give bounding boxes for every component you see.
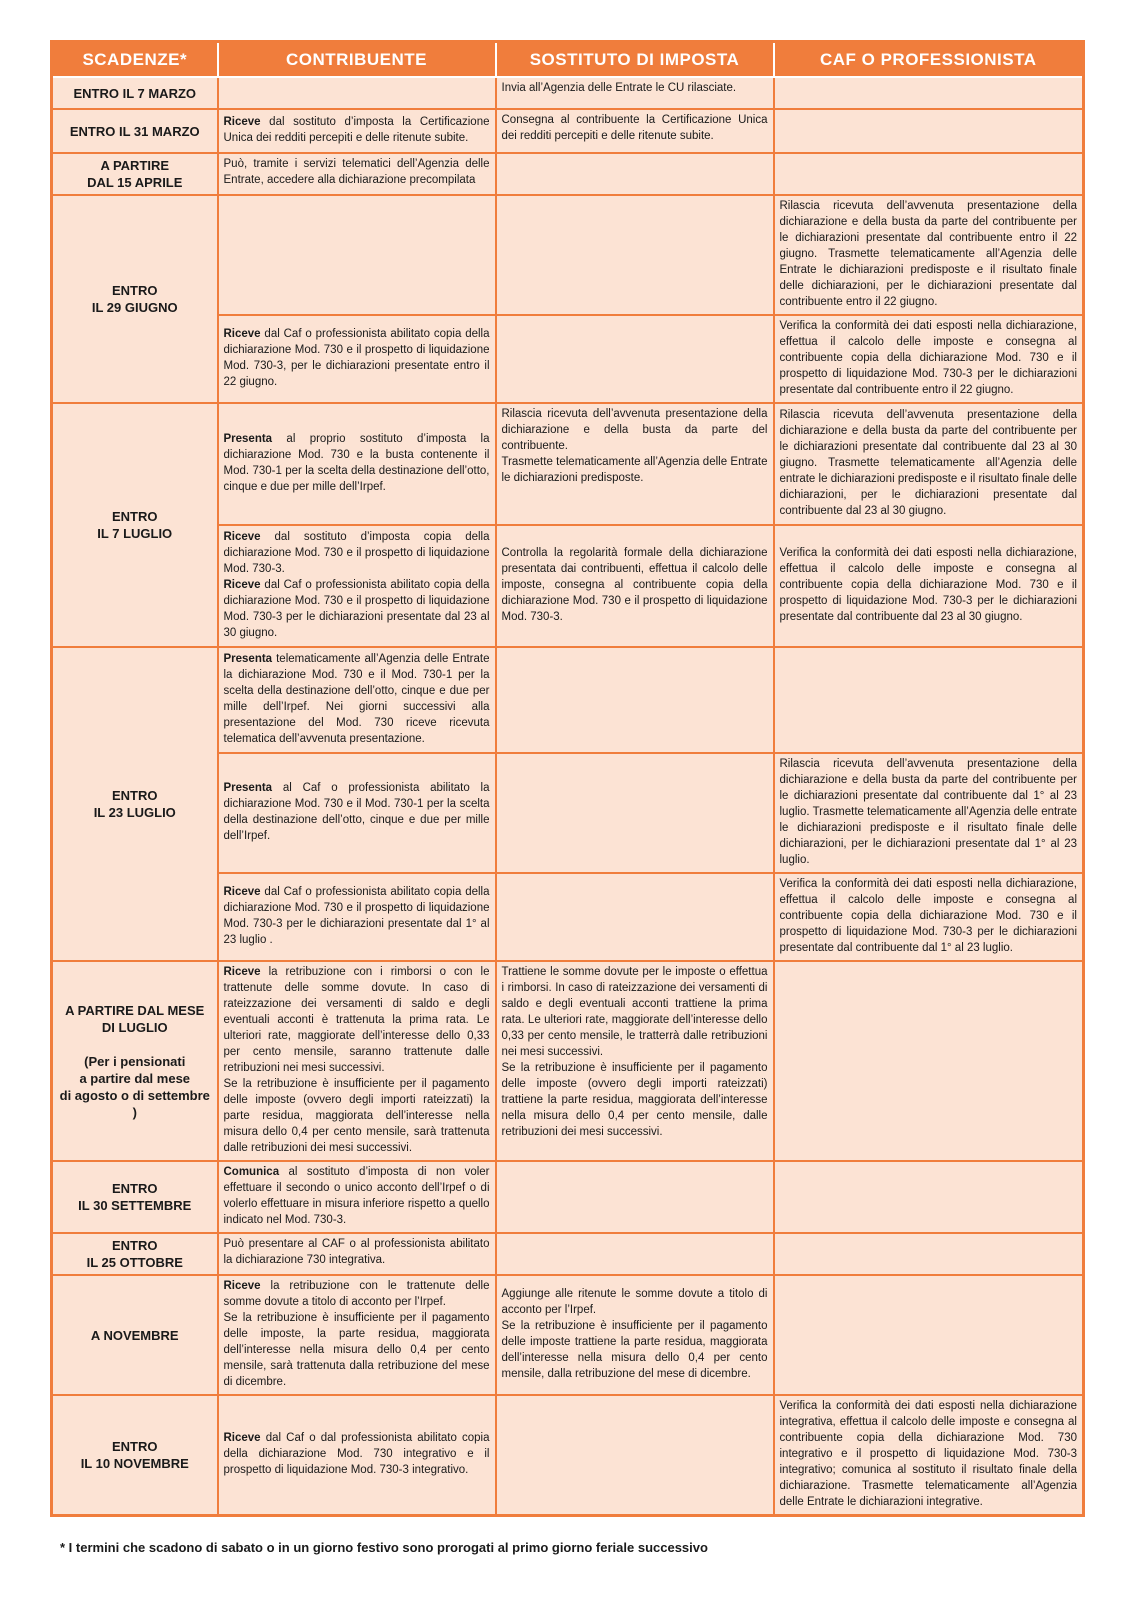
table-row [52,109,1084,153]
contribuente-cell [218,1161,496,1233]
header-caf: CAF O PROFESSIONISTA [774,42,1084,78]
caf-cell: Verifica la conformità dei dati esposti nella dichiarazione, effettua il calcolo delle imposte e consegna al contribuente copia della dichiarazione Mod. 730 e il prospetto di liquidazione Mod. 730-3 per le dichiarazioni presentate dal contribuente dal 1° al 23 luglio. [774,873,1084,961]
sostituto-cell [496,1161,774,1233]
sostituto-cell [496,1275,774,1395]
table-row [52,77,1084,109]
sostituto-cell [496,1395,774,1516]
contribuente-cell [218,1395,496,1516]
table-row [52,1161,1084,1233]
header-sostituto: SOSTITUTO DI IMPOSTA [496,42,774,78]
sostituto-cell: Consegna al contribuente la Certificazione Unica dei redditi percepiti e delle ritenute subite. [496,109,774,153]
deadline-table-container [50,40,1082,1517]
cell-text: al Caf o professionista abilitato la dichiarazione Mod. 730 e il Mod. 730-1 per la scelta della destinazione dell’otto, cinque e due per mille dell’Irpef. [223,782,490,842]
caf-cell [774,109,1084,153]
cell-text: dal Caf o professionista abilitato copia della dichiarazione Mod. 730 e il prospetto di liquidazione Mod. 730-3 per le dichiarazioni presentate dal 1° al 23 luglio . [223,886,490,946]
contribuente-cell [218,315,496,403]
sostituto-cell [496,1233,774,1275]
deadline-cell [52,647,218,961]
action-verb: Riceve [223,966,261,978]
deadline-line: ENTRO [112,509,158,524]
cell-text: dal Caf o professionista abilitato copia della dichiarazione Mod. 730 e il prospetto di liquidazione Mod. 730-3, per le dichiarazioni presentate entro il 22 giugno. [223,328,490,388]
cell-text: Se la retribuzione è insufficiente per il pagamento delle imposte (ovvero degli importi rateizzati) la parte residua, maggiorata dell’interesse nella misura dello 0,4 per cento mensile, sarà trattenuta dalle retribuzioni dei mesi successivi. [223,1078,490,1154]
action-verb: Presenta [223,653,273,665]
deadline-line: ENTRO [112,1181,158,1196]
contribuente-cell [218,403,496,525]
cell-text: telematicamente all’Agenzia delle Entrate la dichiarazione Mod. 730 e il Mod. 730-1 per la scelta della destinazione dell’otto, cinque e due per mille dell’Irpef. Nei giorni successivi alla presentazione del Mod. 730 riceve ricevuta telematica dell’avvenuta presentazione. [223,653,490,745]
deadline-cell [52,195,218,403]
deadline-line: a partire dal mese [79,1070,191,1086]
cell-text: Rilascia ricevuta dell’avvenuta presentazione della dichiarazione e della busta da parte del contribuente. [501,408,768,452]
table-header-row [52,42,1084,78]
cell-text: Se la retribuzione è insufficiente per il pagamento delle imposte trattiene la parte residua, maggiorata dell’interesse nella misura dello 0,4 per cento mensile, dalla retribuzione del mese di dicembre. [501,1320,768,1380]
contribuente-cell [218,525,496,647]
caf-cell [774,153,1084,195]
contribuente-cell [218,77,496,109]
deadline-line: ENTRO [112,788,158,803]
cell-text: la retribuzione con le trattenute delle somme dovute a titolo di acconto per l’Irpef. [223,1280,490,1308]
cell-text: dal sostituto d’imposta copia della dichiarazione Mod. 730 e il prospetto di liquidazione Mod. 730-3. [223,531,490,575]
contribuente-cell [218,873,496,961]
deadline-line: IL 23 LUGLIO [93,805,176,820]
caf-cell [774,1161,1084,1233]
cell-text: dal Caf o professionista abilitato copia della dichiarazione Mod. 730 e il prospetto di liquidazione Mod. 730-3 per le dichiarazioni presentate dal 23 al 30 giugno. [223,579,490,639]
header-contribuente: CONTRIBUENTE [218,42,496,78]
deadline-line: di agosto o di settembre ) [59,1087,210,1120]
deadline-cell [52,1233,218,1275]
table-row [52,1395,1084,1516]
deadline-cell [52,153,218,195]
sostituto-cell [496,753,774,873]
header-scadenze: SCADENZE* [52,42,218,78]
contribuente-cell [218,647,496,753]
deadline-line: (Per i pensionati [84,1053,186,1069]
cell-text: dal Caf o dal professionista abilitato copia della dichiarazione Mod. 730 integrativo e il prospetto di liquidazione Mod. 730-3 integrativo. [223,1432,490,1476]
sostituto-cell: Invia all’Agenzia delle Entrate le CU rilasciate. [496,77,774,109]
caf-cell: Verifica la conformità dei dati esposti nella dichiarazione, effettua il calcolo delle imposte e consegna al contribuente copia della dichiarazione Mod. 730 e il prospetto di liquidazione Mod. 730-3 per le dichiarazioni presentate dal contribuente dal 23 al 30 giugno. [774,525,1084,647]
deadline-line: A PARTIRE DAL MESE [65,1002,205,1018]
table-row [52,195,1084,315]
deadline-cell: ENTRO IL 31 MARZO [52,109,218,153]
deadline-cell [52,1161,218,1233]
contribuente-cell: Può presentare al CAF o al professionista abilitato la dichiarazione 730 integrativa. [218,1233,496,1275]
sostituto-cell [496,315,774,403]
action-verb: Riceve [223,531,261,543]
cell-text: Trattiene le somme dovute per le imposte o effettua i rimborsi. In caso di rateizzazione dei versamenti di saldo e degli eventuali acconti trattiene la prima rata. Le ulteriori rate, maggiorate dell’interesse dello 0,33 per cento mensile, le tratterrà dalle retribuzioni nei mesi successivi. [501,966,768,1058]
table-row [52,1275,1084,1395]
caf-cell: Verifica la conformità dei dati esposti nella dichiarazione integrativa, effettua il calcolo delle imposte e consegna al contribuente copia della dichiarazione Mod. 730 integrativo e il prospetto di liquidazione Mod. 730-3 integrativo; comunica al sostituto il risultato finale della dichiarazione. Trasmette telematicamente all’Agenzia delle Entrate le dichiarazioni integrative. [774,1395,1084,1516]
contribuente-cell [218,109,496,153]
caf-cell [774,1275,1084,1395]
sostituto-cell [496,647,774,753]
deadline-line: DI LUGLIO [101,1019,168,1035]
table-row [52,403,1084,525]
deadline-line: ENTRO [112,283,158,298]
deadline-line: IL 10 NOVEMBRE [80,1456,189,1471]
deadline-line: IL 25 OTTOBRE [86,1255,183,1270]
deadline-line: IL 30 SETTEMBRE [78,1198,192,1213]
deadline-table [50,40,1085,1517]
caf-cell: Rilascia ricevuta dell’avvenuta presentazione della dichiarazione e della busta da parte del contribuente per le dichiarazioni presentate dal contribuente dal 23 al 30 giugno. Trasmette telematicamente all’Agenzia delle entrate le dichiarazioni predisposte e il risultato finale delle dichiarazioni, per le dichiarazioni presentate dal contribuente dal 23 al 30 giugno. [774,403,1084,525]
contribuente-cell [218,195,496,315]
contribuente-cell [218,753,496,873]
sostituto-cell [496,195,774,315]
deadline-cell [52,403,218,647]
sostituto-cell: Controlla la regolarità formale della dichiarazione presentata dai contribuenti, effettua il calcolo delle imposte, consegna al contribuente copia della dichiarazione Mod. 730 e il prospetto di liquidazione Mod. 730-3. [496,525,774,647]
cell-text: Aggiunge alle ritenute le somme dovute a titolo di acconto per l’Irpef. [501,1288,768,1316]
deadline-cell: A NOVEMBRE [52,1275,218,1395]
action-verb: Riceve [223,1280,261,1292]
deadline-line: DAL 15 APRILE [87,175,183,190]
caf-cell [774,647,1084,753]
deadline-line: IL 29 GIUGNO [91,300,178,315]
action-verb: Riceve [223,579,261,591]
table-row [52,961,1084,1161]
cell-text: dal sostituto d’imposta la Certificazione Unica dei redditi percepiti e delle ritenute subite. [223,116,490,144]
contribuente-cell [218,1275,496,1395]
deadline-line: ENTRO [112,1439,158,1454]
footnote: * I termini che scadono di sabato o in un giorno festivo sono prorogati al primo giorno feriale successivo [60,1540,708,1555]
cell-text: al proprio sostituto d’imposta la dichiarazione Mod. 730 e la busta contenente il Mod. 730-1 per la scelta della destinazione dell’otto, cinque e due per mille dell’Irpef. [223,433,490,493]
action-verb: Presenta [223,433,273,445]
sostituto-cell [496,403,774,525]
cell-text: Trasmette telematicamente all’Agenzia delle Entrate le dichiarazioni predisposte. [501,456,768,484]
action-verb: Presenta [223,782,273,794]
caf-cell: Verifica la conformità dei dati esposti nella dichiarazione, effettua il calcolo delle imposte e consegna al contribuente copia della dichiarazione Mod. 730 e il prospetto di liquidazione Mod. 730-3 per le dichiarazioni presentate dal contribuente entro il 22 giugno. [774,315,1084,403]
table-row [52,1233,1084,1275]
action-verb: Comunica [223,1166,280,1178]
sostituto-cell [496,153,774,195]
cell-text: Se la retribuzione è insufficiente per il pagamento delle imposte (ovvero degli importi rateizzati) trattiene la parte residua, maggiorata dell’interesse nella misura dello 0,4 per cento mensile, dalle retribuzioni dei mesi successivi. [501,1062,768,1138]
contribuente-cell [218,961,496,1161]
caf-cell [774,1233,1084,1275]
caf-cell [774,961,1084,1161]
table-row [52,647,1084,753]
deadline-cell: ENTRO IL 7 MARZO [52,77,218,109]
cell-text: Se la retribuzione è insufficiente per il pagamento delle imposte, la parte residua, maggiorata dell’interesse nella misura dello 0,4 per cento mensile, sarà trattenuta dalla retribuzione del mese di dicembre. [223,1312,490,1388]
action-verb: Riceve [223,328,261,340]
cell-text: al sostituto d’imposta di non voler effettuare il secondo o unico acconto dell’Irpef o di volerlo effettuare in misura inferiore rispetto a quello indicato nel Mod. 730-3. [223,1166,490,1226]
cell-text: la retribuzione con i rimborsi o con le trattenute delle somme dovute. In caso di rateizzazione dei versamenti di saldo e degli eventuali acconti è trattenuta la prima rata. Le ulteriori rate, maggiorate dell’interesse dello 0,33 per cento mensile, saranno trattenute dalle retribuzioni nei mesi successivi. [223,966,490,1074]
action-verb: Riceve [223,1432,261,1444]
deadline-cell [52,1395,218,1516]
caf-cell: Rilascia ricevuta dell’avvenuta presentazione della dichiarazione e della busta da parte del contribuente per le dichiarazioni presentate dal contribuente dal 1° al 23 luglio. Trasmette telematicamente all’Agenzia delle entrate le dichiarazioni predisposte e il risultato finale delle dichiarazioni, per le dichiarazioni presentate dal 1° al 23 luglio. [774,753,1084,873]
deadline-line: A PARTIRE [100,158,170,173]
table-row [52,153,1084,195]
sostituto-cell [496,961,774,1161]
deadline-cell [52,961,218,1161]
caf-cell: Rilascia ricevuta dell’avvenuta presentazione della dichiarazione e della busta da parte del contribuente per le dichiarazioni presentate dal contribuente entro il 22 giugno. Trasmette telematicamente all’Agenzia delle Entrate le dichiarazioni predisposte e il risultato finale delle dichiarazioni, per le dichiarazioni presentate dal contribuente entro il 22 giugno. [774,195,1084,315]
deadline-line: IL 7 LUGLIO [97,526,173,541]
action-verb: Riceve [223,886,261,898]
deadline-line: ENTRO [112,1238,158,1253]
caf-cell [774,77,1084,109]
contribuente-cell: Può, tramite i servizi telematici dell’Agenzia delle Entrate, accedere alla dichiarazione precompilata [218,153,496,195]
sostituto-cell [496,873,774,961]
action-verb: Riceve [223,116,261,128]
